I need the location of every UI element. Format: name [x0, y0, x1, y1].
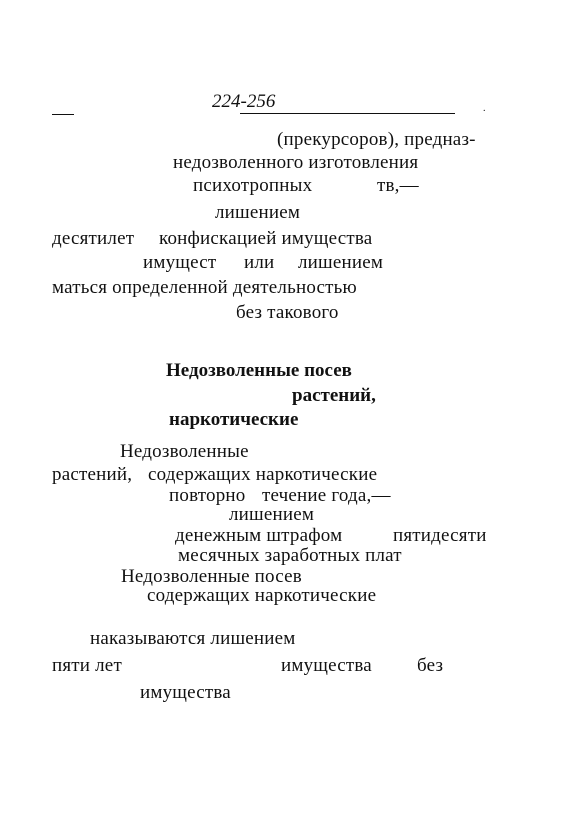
header-rule-left [52, 114, 74, 115]
text-line: Недозволенные посев [121, 566, 302, 587]
text-line: наказываются лишением [90, 628, 296, 649]
text-line: или [244, 252, 275, 273]
text-line: (прекурсоров), предназ- [277, 129, 476, 150]
text-line: повторно [169, 485, 246, 506]
text-line: лишением [215, 202, 301, 223]
text-line: имущества [140, 682, 231, 703]
header-rule-right [240, 113, 455, 114]
text-line: пяти лет [52, 655, 122, 676]
text-line: содержащих наркотические [147, 585, 377, 606]
article-title-line: растений, [292, 385, 376, 406]
text-line: конфискацией имущества [159, 228, 373, 249]
text-line: Недозволенные [120, 441, 249, 462]
header-mark: . [483, 103, 486, 114]
text-line: лишением [298, 252, 384, 273]
text-line: тв,— [377, 175, 419, 196]
text-line: имущества [281, 655, 372, 676]
text-line: месячных заработных плат [178, 545, 402, 566]
text-line: без [417, 655, 444, 676]
text-line: десятилет [52, 228, 135, 249]
text-line: течение года,— [262, 485, 391, 506]
text-line: без такового [236, 302, 339, 323]
text-line: маться определенной деятельностью [52, 277, 357, 298]
text-line: имущест [143, 252, 217, 273]
text-line: растений, [52, 464, 133, 485]
text-line: пятидесяти [393, 525, 487, 546]
text-line: недозволенного изготовления [173, 152, 419, 173]
page-numbers: 224-256 [212, 91, 276, 112]
text-line: лишением [229, 504, 315, 525]
text-line: содержащих наркотические [148, 464, 378, 485]
article-title-line: наркотические [169, 409, 299, 430]
article-title-line: Недозволенные посев [166, 360, 352, 381]
text-line: денежным штрафом [175, 525, 343, 546]
text-line: психотропных [193, 175, 313, 196]
